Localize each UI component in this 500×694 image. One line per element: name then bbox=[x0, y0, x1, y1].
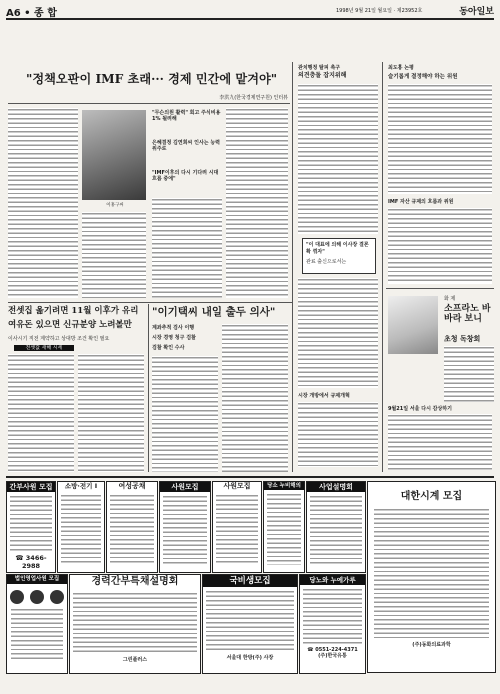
article-column bbox=[388, 208, 492, 284]
ad-business-seminar: 사업설명회 bbox=[306, 481, 366, 573]
article-column bbox=[152, 198, 222, 298]
article-column bbox=[152, 356, 218, 472]
ad-silkworm-1: 당소 누비해의 bbox=[263, 481, 305, 573]
right-subhead: 시장 개방에서 규제개혁 bbox=[298, 393, 350, 399]
ad-women-hiring: 여성공채 bbox=[106, 481, 158, 573]
profile-note: 9월21일 서울 다시 감상하기 bbox=[388, 406, 452, 412]
article-column bbox=[82, 212, 146, 298]
circle-icon bbox=[30, 590, 44, 604]
main-byline: 李洪九(한국경제연구원) 인터뷰 bbox=[219, 95, 288, 101]
ad-fire-electric: 소방·전기 I bbox=[57, 481, 105, 573]
right-title: 의견충돌 잡지위해 bbox=[298, 72, 347, 79]
ad-executive-recruit: 간부사원 모집 ☎ 3466-2988 bbox=[6, 481, 56, 573]
ad-staff-recruit-2: 사원모집 bbox=[212, 481, 262, 573]
lee-headline: "이기택씨 내일 출두 의사" bbox=[152, 306, 276, 318]
pull-quote-2: 은혜결정 김연희씨 인사는 능력 위주로 bbox=[152, 140, 221, 152]
article-column bbox=[8, 354, 74, 472]
photo-caption: 이홍구씨 bbox=[106, 203, 124, 208]
circle-icon bbox=[10, 590, 24, 604]
lee-sub-1: 계좌추적 검사 이행 bbox=[152, 325, 195, 331]
pull-quote-1: "무슨의원 활력" 회고 주식비용 1% 될려해 bbox=[152, 110, 221, 122]
pull-quote-3: "IMF이후의 다시 기다려 시대 흐름 중에" bbox=[152, 170, 219, 182]
column-subhead: IMF 자산 규제의 흐름과 위원 bbox=[388, 199, 454, 205]
page-header bbox=[6, 4, 494, 20]
section-label: A6 • 종 합 bbox=[6, 8, 57, 19]
quote-box: "이 대표에 의해 이사장 결론 확 꺾자" 관료 출신으로서는 bbox=[302, 238, 376, 274]
lease-subhead: 여유돈 있으면 신규분양 노려볼만 bbox=[8, 320, 132, 330]
ad-watch-recruit: 대한시계 모집 (주)동화의료과학 bbox=[367, 481, 496, 673]
ad-career-seminar: 경력간부특채설명회 그린플러스 bbox=[69, 574, 201, 674]
ad-government-trainee: 국비생모집 서울대 한방(주) 사장 bbox=[202, 574, 298, 674]
article-column bbox=[388, 414, 492, 470]
ad-staff-recruit-1: 사원모집 bbox=[159, 481, 211, 573]
article-column bbox=[8, 108, 78, 298]
article-column bbox=[226, 108, 288, 298]
ad-silkworm-2: 당노와 누에가루 ☎ 0551-224-4371 (주)한국유통 bbox=[299, 574, 366, 674]
lease-tag: 전셋값 새해 시세 bbox=[14, 345, 74, 351]
article-column bbox=[298, 278, 378, 388]
right-kicker: 관치행정 탈피 촉구 bbox=[298, 65, 341, 71]
article-column bbox=[298, 402, 378, 467]
paper-name: 동아일보 bbox=[459, 7, 494, 17]
circle-icon bbox=[50, 590, 64, 604]
profile-title: 초청 독창회 bbox=[444, 334, 481, 343]
main-headline: "정책오판이 IMF 초래··· 경제 민간에 맡겨야" bbox=[26, 72, 278, 86]
issue-date: 1998년 9월 21일 월요일 · 제23952호 bbox=[336, 8, 423, 14]
column-title: 슬기롭게 결정해야 하는 위원 bbox=[388, 74, 458, 80]
article-column bbox=[388, 84, 492, 194]
profile-kicker: 화 제 bbox=[444, 296, 456, 302]
article-column bbox=[444, 346, 494, 402]
article-column bbox=[222, 324, 288, 472]
ad-corporate-sales: 법인영업사원 모집 bbox=[6, 574, 68, 674]
lease-headline: 전셋집 옮기려면 11월 이후가 유리 bbox=[8, 306, 139, 316]
article-column bbox=[298, 84, 378, 234]
lee-sub-2: 시장 경영 청구 검찰 bbox=[152, 335, 196, 341]
profile-name: 소프라노 바바라 보니 bbox=[444, 304, 491, 324]
lease-lead: 이사시기 직전 계약하고 상대방 조건 확인 필요 bbox=[8, 336, 110, 342]
soprano-photo bbox=[388, 296, 438, 354]
article-column bbox=[78, 354, 144, 472]
interviewee-photo bbox=[82, 110, 146, 200]
lee-sub-3: 검찰 확인 수사 bbox=[152, 345, 185, 351]
column-kicker: 최도홍 논평 bbox=[388, 65, 414, 71]
